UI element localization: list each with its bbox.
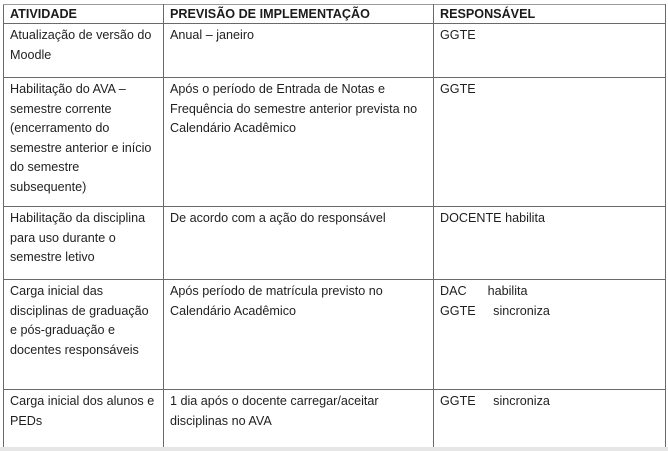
- table-row: [4, 24, 666, 78]
- responsavel-line: DOCENTE habilita: [440, 211, 545, 225]
- responsavel-line: DAC habilita: [440, 284, 528, 298]
- cell-responsavel: [434, 207, 666, 280]
- table-row: [4, 280, 666, 390]
- cell-responsavel: [434, 390, 666, 448]
- cell-previsao: Após período de matrícula previsto no Calendário Acadêmico: [164, 280, 434, 390]
- cell-responsavel: [434, 78, 666, 207]
- cell-previsao: Anual – janeiro: [164, 24, 434, 78]
- cell-responsavel: [434, 280, 666, 390]
- responsavel-line: GGTE sincroniza: [440, 394, 550, 408]
- cell-responsavel: [434, 24, 666, 78]
- header-atividade: ATIVIDADE: [4, 5, 164, 24]
- cell-previsao: Após o período de Entrada de Notas e Frequência do semestre anterior prevista no Calendário Acadêmico: [164, 78, 434, 207]
- header-previsao: PREVISÃO DE IMPLEMENTAÇÃO: [164, 5, 434, 24]
- table-row: [4, 78, 666, 207]
- cell-atividade: Carga inicial dos alunos e PEDs: [4, 390, 164, 448]
- cell-atividade: Atualização de versão do Moodle: [4, 24, 164, 78]
- responsavel-line: GGTE sincroniza: [440, 303, 550, 318]
- cell-previsao: De acordo com a ação do responsável: [164, 207, 434, 280]
- table-header-row: [4, 5, 666, 24]
- table-row: [4, 390, 666, 448]
- cell-atividade: Habilitação do AVA – semestre corrente (encerramento do semestre anterior e início do semestre subsequente): [4, 78, 164, 207]
- responsavel-line: GGTE: [440, 82, 476, 96]
- responsavel-line: GGTE: [440, 28, 476, 42]
- header-responsavel: RESPONSÁVEL: [434, 5, 666, 24]
- cell-previsao: 1 dia após o docente carregar/aceitar disciplinas no AVA: [164, 390, 434, 448]
- page-bottom-edge: [0, 447, 668, 451]
- implementation-schedule-table: [3, 4, 666, 448]
- cell-atividade: Carga inicial das disciplinas de graduação e pós-graduação e docentes responsáveis: [4, 280, 164, 390]
- table-row: [4, 207, 666, 280]
- cell-atividade: Habilitação da disciplina para uso durante o semestre letivo: [4, 207, 164, 280]
